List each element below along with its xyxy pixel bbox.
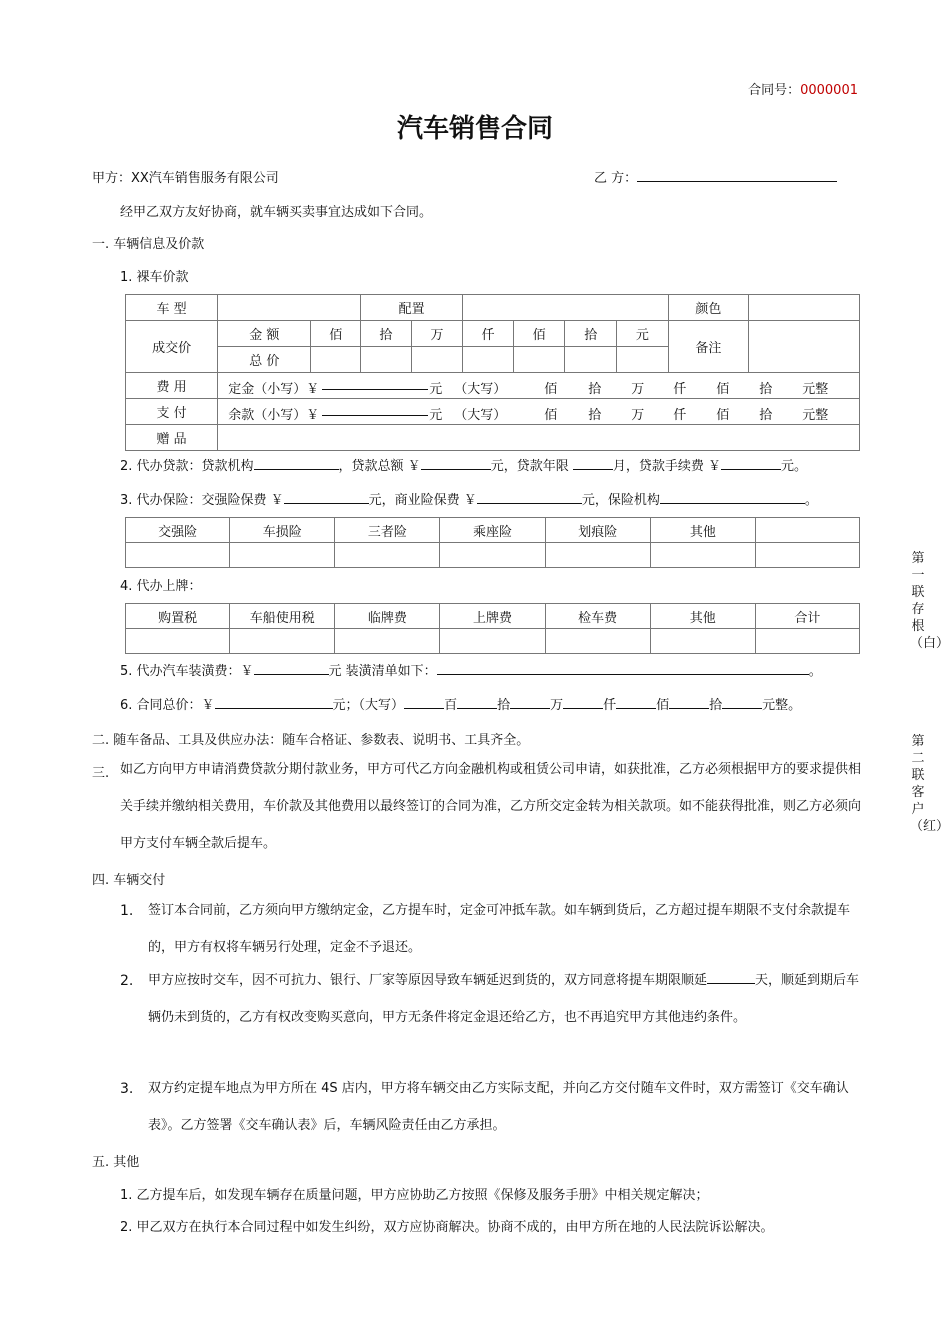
ins-institution-blank[interactable] bbox=[660, 492, 805, 504]
insurance-cell[interactable] bbox=[440, 543, 545, 568]
total-unit: 拾 bbox=[709, 698, 723, 713]
loan-total-label: ，贷款总额 ￥ bbox=[338, 459, 421, 474]
side-note-copy1: 第一联 存根（白） bbox=[910, 551, 950, 651]
cell-unit: 元 bbox=[617, 321, 669, 347]
big-unit: 仟 bbox=[673, 408, 687, 423]
loan-fee-blank[interactable] bbox=[721, 458, 781, 470]
section5-item1: 1. 乙方提车后，如发现车辆存在质量问题，甲方应协助乙方按照《保修及服务手册》中相关规定解决； bbox=[120, 1188, 709, 1203]
big-unit: 拾 bbox=[759, 382, 773, 397]
insurance-cell[interactable] bbox=[335, 543, 440, 568]
big-unit: 佰 bbox=[716, 408, 730, 423]
insurance-cell[interactable] bbox=[755, 543, 859, 568]
cell-color-value[interactable] bbox=[749, 295, 860, 321]
total-unit: 仟 bbox=[603, 698, 617, 713]
big-unit: 拾 bbox=[588, 382, 602, 397]
cell-pay-label: 支 付 bbox=[126, 399, 218, 425]
cell-total-digit[interactable] bbox=[463, 347, 514, 373]
section4-item2-num: 2. bbox=[120, 973, 134, 989]
plate-cell[interactable] bbox=[335, 629, 440, 654]
section4-item1-num: 1. bbox=[120, 903, 134, 919]
cell-unit: 拾 bbox=[565, 321, 617, 347]
cell-balance-row[interactable] bbox=[218, 399, 860, 425]
section1-item3 bbox=[120, 489, 818, 508]
cell-unit: 拾 bbox=[361, 321, 412, 347]
cell-amount-label: 金 额 bbox=[218, 321, 311, 347]
cell-model-value[interactable] bbox=[218, 295, 361, 321]
cell-deal-price-label: 成交价 bbox=[126, 321, 218, 373]
cell-unit: 万 bbox=[411, 321, 463, 347]
party-b bbox=[594, 167, 837, 186]
section1-item2 bbox=[120, 455, 807, 474]
ins-institution-label: 元，保险机构 bbox=[581, 493, 660, 508]
insurance-cell[interactable] bbox=[545, 543, 650, 568]
cell-config-label: 配置 bbox=[361, 295, 463, 321]
big-unit: 拾 bbox=[759, 408, 773, 423]
deposit-blank[interactable] bbox=[322, 378, 428, 390]
section4-heading: 四. 车辆交付 bbox=[92, 873, 166, 888]
big-unit: 仟 bbox=[673, 382, 687, 397]
total-unit: 佰 bbox=[656, 698, 670, 713]
section4-item2-text-b: 天，顺延到期后车辆仍未到货的，乙方有权改变购买意向，甲方无条件将定金退还给乙方，也不再追究甲方其他违约条件。 bbox=[148, 973, 860, 1025]
plate-header: 合计 bbox=[755, 604, 859, 629]
contract-number-value: 0000001 bbox=[800, 83, 858, 98]
loan-institution-label: 2. 代办贷款：贷款机构 bbox=[120, 459, 254, 474]
section3-text: 如乙方向甲方申请消费贷款分期付款业务，甲方可代乙方向金融机构或租赁公司申请，如获批准，乙方必须根据甲方的要求提供相关手续并缴纳相关费用，车价款及其他费用以最终签订的合同为准，乙方所交定金转为相关款项。如不能获得批准，则乙方必须向甲方支付车辆全款后提车。 bbox=[120, 762, 862, 851]
section4-item2-text-a: 甲方应按时交车，因不可抗力、银行、厂家等原因导致车辆延迟到货的，双方同意将提车期限顺延 bbox=[148, 973, 708, 988]
plate-cell[interactable] bbox=[230, 629, 335, 654]
balance-label: 余款（小写）￥ bbox=[228, 408, 320, 423]
compulsory-ins-blank[interactable] bbox=[284, 492, 369, 504]
insurance-header: 交强险 bbox=[126, 518, 230, 543]
plate-header: 购置税 bbox=[126, 604, 230, 629]
cell-total-digit[interactable] bbox=[311, 347, 361, 373]
plate-cell[interactable] bbox=[650, 629, 755, 654]
commercial-ins-blank[interactable] bbox=[477, 492, 582, 504]
plate-fee-table bbox=[125, 603, 860, 654]
balance-daxie: （大写） bbox=[454, 408, 507, 423]
commercial-ins-label: 元，商业险保费 ￥ bbox=[368, 493, 477, 508]
cell-fee-label: 费 用 bbox=[126, 373, 218, 399]
section4-item2-text bbox=[148, 962, 862, 1036]
cell-unit: 佰 bbox=[311, 321, 361, 347]
loan-end: 元。 bbox=[780, 459, 807, 474]
plate-cell[interactable] bbox=[755, 629, 859, 654]
cell-remark-value[interactable] bbox=[749, 321, 860, 373]
ins-end: 。 bbox=[804, 493, 818, 508]
insurance-header: 其他 bbox=[650, 518, 755, 543]
deposit-yuan: 元 bbox=[429, 382, 443, 397]
decor-list-blank[interactable] bbox=[437, 663, 809, 675]
big-unit: 佰 bbox=[544, 408, 558, 423]
page-title: 汽车销售合同 bbox=[396, 114, 553, 144]
loan-fee-label: 月，贷款手续费 ￥ bbox=[612, 459, 721, 474]
loan-term-blank[interactable] bbox=[573, 458, 613, 470]
plate-header: 临牌费 bbox=[335, 604, 440, 629]
insurance-header bbox=[755, 518, 859, 543]
total-digit-blank[interactable] bbox=[722, 697, 762, 709]
section4-item1-text: 签订本合同前，乙方须向甲方缴纳定金，乙方提车时，定金可冲抵车款。如车辆到货后，乙方超过提车期限不支付余款提车的，甲方有权将车辆另行处理，定金不予退还。 bbox=[148, 903, 851, 955]
total-digit-blank[interactable] bbox=[404, 697, 444, 709]
total-unit: 拾 bbox=[497, 698, 511, 713]
insurance-cell[interactable] bbox=[126, 543, 230, 568]
cell-total-digit[interactable] bbox=[617, 347, 669, 373]
decor-list-label: 元 装潢清单如下： bbox=[328, 664, 437, 679]
cell-gift-value[interactable] bbox=[218, 425, 860, 451]
insurance-cell[interactable] bbox=[650, 543, 755, 568]
total-price-blank[interactable] bbox=[215, 697, 333, 709]
section5-heading: 五. 其他 bbox=[92, 1155, 140, 1170]
cell-config-value[interactable] bbox=[463, 295, 668, 321]
party-a: 甲方：XX汽车销售服务有限公司 bbox=[92, 171, 279, 186]
big-unit: 万 bbox=[631, 382, 645, 397]
section1-item5 bbox=[120, 660, 822, 679]
plate-header: 检车费 bbox=[545, 604, 650, 629]
loan-institution-blank[interactable] bbox=[254, 458, 339, 470]
total-digit-blank[interactable] bbox=[563, 697, 603, 709]
loan-total-blank[interactable] bbox=[421, 458, 491, 470]
cell-remark-label: 备注 bbox=[668, 321, 748, 373]
cell-unit: 仟 bbox=[463, 321, 514, 347]
cell-total-digit[interactable] bbox=[565, 347, 617, 373]
section1-item4: 4. 代办上牌： bbox=[120, 579, 202, 594]
party-b-blank[interactable] bbox=[637, 170, 837, 182]
total-digit-blank[interactable] bbox=[669, 697, 709, 709]
deposit-daxie: （大写） bbox=[454, 382, 507, 397]
plate-header: 上牌费 bbox=[440, 604, 545, 629]
decor-fee-label: 5. 代办汽车装潢费：￥ bbox=[120, 664, 254, 679]
insurance-table bbox=[125, 517, 860, 568]
big-unit: 佰 bbox=[544, 382, 558, 397]
cell-total-digit[interactable] bbox=[361, 347, 412, 373]
cell-color-label: 颜色 bbox=[668, 295, 748, 321]
cell-unit: 佰 bbox=[513, 321, 565, 347]
plate-cell[interactable] bbox=[440, 629, 545, 654]
big-unit: 万 bbox=[631, 408, 645, 423]
plate-cell[interactable] bbox=[545, 629, 650, 654]
big-unit: 佰 bbox=[716, 382, 730, 397]
cell-total-digit[interactable] bbox=[411, 347, 463, 373]
cell-total-label: 总 价 bbox=[218, 347, 311, 373]
loan-term-label: 元，贷款年限 bbox=[490, 459, 573, 474]
insurance-header: 乘座险 bbox=[440, 518, 545, 543]
total-unit: 百 bbox=[444, 698, 458, 713]
balance-blank[interactable] bbox=[322, 404, 428, 416]
vehicle-price-table bbox=[125, 294, 860, 451]
section3-num: 三. bbox=[92, 766, 110, 781]
section5-item2: 2. 甲乙双方在执行本合同过程中如发生纠纷，双方应协商解决。协商不成的，由甲方所在地的人民法院诉讼解决。 bbox=[120, 1220, 774, 1235]
total-daxie-label: 元；（大写） bbox=[332, 698, 405, 713]
total-price-label: 6. 合同总价：￥ bbox=[120, 698, 215, 713]
deposit-label: 定金（小写）￥ bbox=[228, 382, 320, 397]
intro-text: 经甲乙双方友好协商，就车辆买卖事宜达成如下合同。 bbox=[120, 205, 433, 220]
total-digit-blank[interactable] bbox=[457, 697, 497, 709]
insurance-header: 车损险 bbox=[230, 518, 335, 543]
cell-model-label: 车 型 bbox=[126, 295, 218, 321]
insurance-cell[interactable] bbox=[230, 543, 335, 568]
insurance-header: 三者险 bbox=[335, 518, 440, 543]
section4-item3-num: 3. bbox=[120, 1081, 134, 1097]
cell-deposit-row[interactable] bbox=[218, 373, 860, 399]
big-unit: 元整 bbox=[802, 382, 829, 397]
decor-end: 。 bbox=[808, 664, 822, 679]
total-unit: 元整。 bbox=[762, 698, 802, 713]
cell-total-digit[interactable] bbox=[513, 347, 565, 373]
side-note-copy2: 第二联 客户（红） bbox=[910, 734, 950, 834]
cell-gift-label: 赠 品 bbox=[126, 425, 218, 451]
section1-item1: 1. 裸车价款 bbox=[120, 270, 189, 285]
insurance-header: 划痕险 bbox=[545, 518, 650, 543]
total-unit: 万 bbox=[550, 698, 564, 713]
big-unit: 元整 bbox=[802, 408, 829, 423]
plate-cell[interactable] bbox=[126, 629, 230, 654]
contract-number bbox=[748, 79, 858, 98]
big-unit: 拾 bbox=[588, 408, 602, 423]
postpone-days-blank[interactable] bbox=[707, 972, 755, 984]
section1-heading: 一. 车辆信息及价款 bbox=[92, 237, 205, 252]
total-digit-blank[interactable] bbox=[616, 697, 656, 709]
contract-number-label: 合同号： bbox=[748, 83, 801, 98]
section1-item6 bbox=[120, 694, 801, 713]
balance-yuan: 元 bbox=[429, 408, 443, 423]
section4-item3-text: 双方约定提车地点为甲方所在 4S 店内，甲方将车辆交由乙方实际支配，并向乙方交付随车文件时，双方需签订《交车确认表》。乙方签署《交车确认表》后，车辆风险责任由乙方承担。 bbox=[148, 1081, 849, 1133]
decor-fee-blank[interactable] bbox=[254, 663, 329, 675]
plate-header: 其他 bbox=[650, 604, 755, 629]
total-digit-blank[interactable] bbox=[510, 697, 550, 709]
section2: 二. 随车备品、工具及供应办法：随车合格证、参数表、说明书、工具齐全。 bbox=[92, 733, 530, 748]
compulsory-ins-label: 3. 代办保险：交强险保费 ￥ bbox=[120, 493, 284, 508]
plate-header: 车船使用税 bbox=[230, 604, 335, 629]
party-b-label: 乙 方： bbox=[594, 171, 638, 186]
